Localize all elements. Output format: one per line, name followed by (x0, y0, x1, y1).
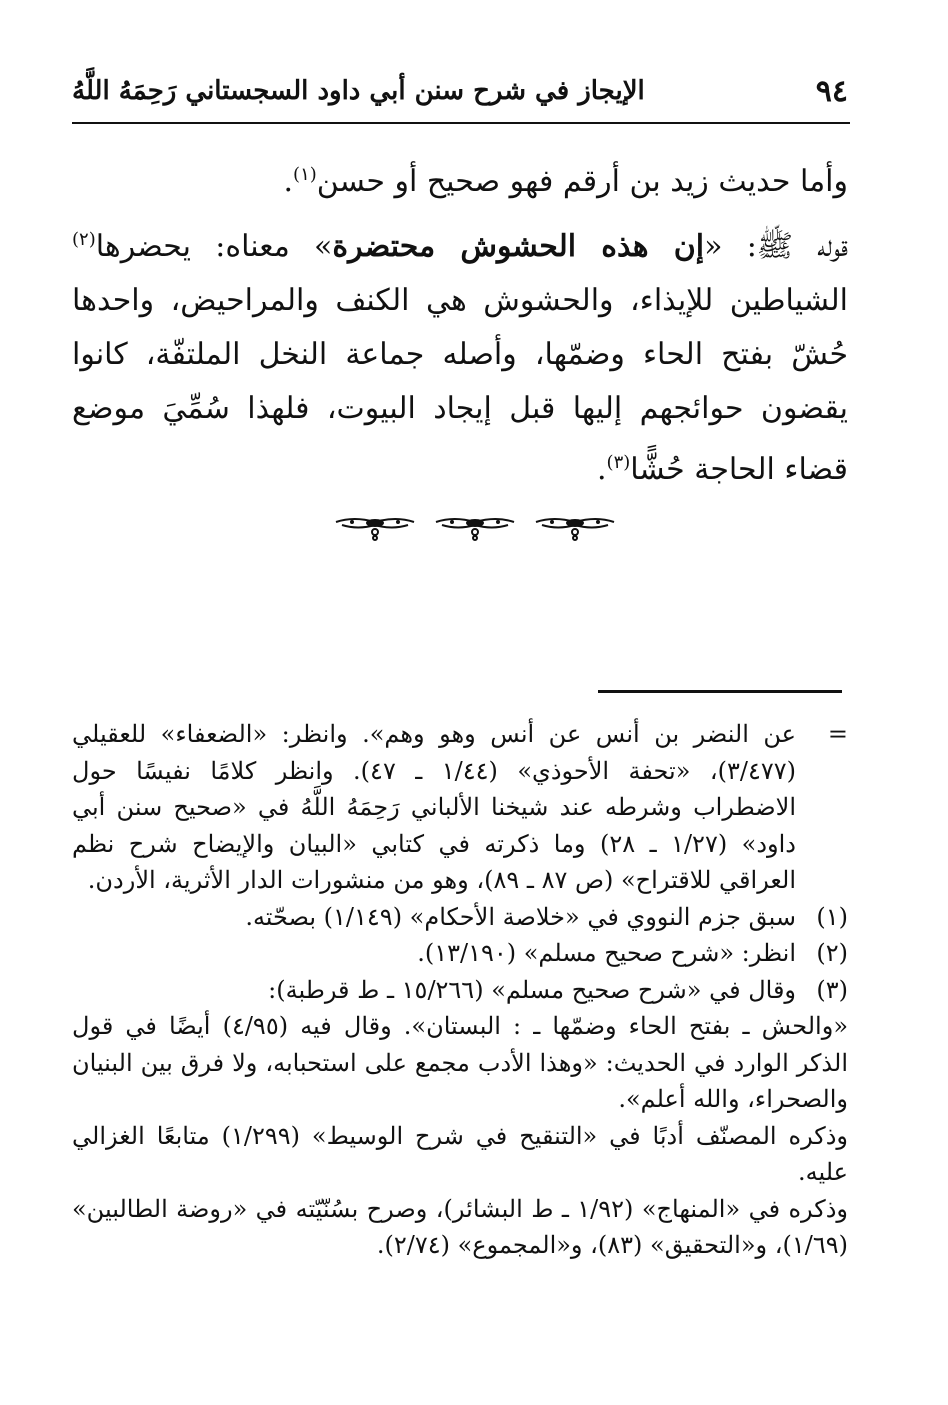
paragraph-2 (72, 213, 848, 497)
footnotes (72, 716, 848, 1264)
main-text (72, 148, 848, 497)
paragraph-2-end: . (596, 452, 607, 487)
footnote-1-text: سبق جزم النووي في «خلاصة الأحكام» (١/١٤٩) بصحّته. (245, 902, 796, 931)
footnote-continuation-mark: = (827, 720, 848, 748)
floral-divider-icon-center (434, 512, 516, 542)
paragraph-2-rest: الشياطين للإيذاء، والحشوش هي الكنف والمراحيض، واحدها حُشّ بفتح الحاء وضمّها، وأصله جماعة النخل الملتفّة، كانوا يقضون حوائجهم إليها قبل إيجاد البيوت، فلهذا سُمِّيَ موضع قضاء الحاجة حُشًّا (72, 283, 848, 487)
header-rule (72, 122, 850, 124)
footnote-1 (72, 899, 848, 936)
footnote-1-mark[interactable]: (١) (816, 902, 848, 931)
paragraph-2-mid: » معناه: يحضرها (95, 229, 333, 264)
paragraph-1 (72, 148, 848, 209)
floral-divider-icon (330, 512, 620, 552)
footnote-3-paragraph-1: «والحش ـ بفتح الحاء وضمّها ـ : البستان». وقال فيه (٤/٩٥) أيضًا في قول الذكر الوارد في الحديث: «وهذا الأدب مجمع على استحبابه، ولا فرق بين البنيان والصحراء، والله أعلم». (72, 1012, 848, 1113)
footnote-ref-1[interactable]: (١) (293, 164, 317, 185)
hadith-quote: إن هذه الحشوش محتضرة (332, 229, 705, 264)
paragraph-1-end: . (283, 164, 294, 199)
paragraph-2-lead: قوله ﷺ: « (704, 229, 849, 264)
footnote-ref-2[interactable]: (٢) (72, 229, 96, 250)
footnote-3-paragraph-2: وذكره المصنّف أدبًا في «التنقيح في شرح الوسيط» (١/٢٩٩) متابعًا الغزالي عليه. (72, 1121, 849, 1186)
footnote-ref-3[interactable]: (٣) (606, 452, 631, 473)
footnote-2 (72, 935, 848, 972)
footnote-3-paragraph-3: وذكره في «المنهاج» (١/٩٢ ـ ط البشائر)، وصرح بسُنّيّته في «روضة الطالبين» (١/٦٩)، و«التحقيق» (٨٣)، و«المجموع» (٢/٧٤). (72, 1194, 849, 1259)
page-number: ٩٤ (815, 74, 848, 109)
floral-divider-icon-right (534, 512, 616, 542)
footnote-separator (598, 690, 842, 693)
running-title: الإيجاز في شرح سنن أبي داود السجستاني رَحِمَهُ اللَّهُ (72, 76, 645, 106)
footnote-3-mark[interactable]: (٣) (816, 975, 848, 1004)
footnote-continuation-text: عن النضر بن أنس عن أنس وهو وهم». وانظر: «الضعفاء» للعقيلي (٣/٤٧٧)، «تحفة الأحوذي» (١/٤٤ ـ ٤٧). وانظر كلامًا نفيسًا حول الاضطراب وشرطه عند شيخنا الألباني رَحِمَهُ اللَّهُ في «صحيح سنن أبي داود» (١/٢٧ ـ ٢٨) وما ذكرته في كتابي «البيان والإيضاح شرح نظم العراقي للاقتراح» (ص ٨٧ ـ ٨٩)، وهو من منشورات الدار الأثرية، الأردن. (72, 720, 797, 894)
footnote-3 (72, 972, 848, 1009)
paragraph-1-text: وأما حديث زيد بن أرقم فهو صحيح أو حسن (316, 164, 848, 199)
page-header (72, 68, 848, 118)
footnote-continuation (72, 716, 848, 899)
footnote-2-mark[interactable]: (٢) (816, 939, 848, 967)
footnote-3-text: وقال في «شرح صحيح مسلم» (١٥/٢٦٦ ـ ط قرطبة): (268, 975, 796, 1004)
footnote-2-text: انظر: «شرح صحيح مسلم» (١٣/١٩٠). (417, 939, 796, 967)
floral-divider-icon-left (334, 512, 416, 542)
